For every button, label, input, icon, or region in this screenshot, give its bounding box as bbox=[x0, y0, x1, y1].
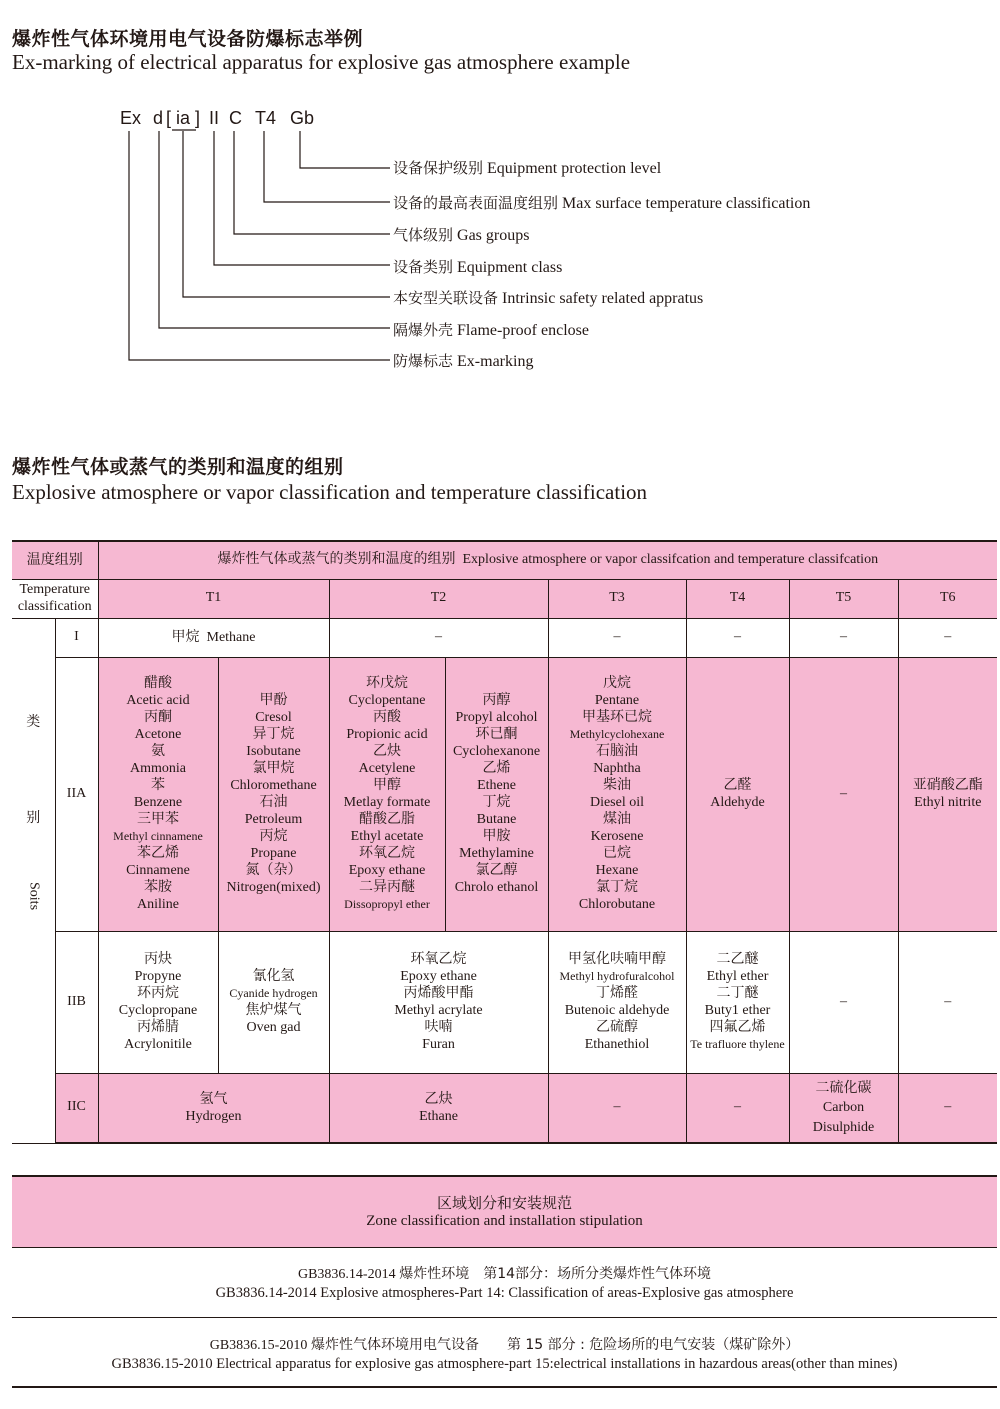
col-t6: T6 bbox=[898, 579, 997, 618]
label-intrinsic-safety bbox=[393, 287, 703, 308]
row-iib-t3 bbox=[548, 931, 686, 1073]
item-cn: 氨 bbox=[151, 743, 165, 759]
item-cn: 丙醇 bbox=[482, 692, 511, 708]
col-t4: T4 bbox=[686, 579, 789, 618]
item-en: Butenoic aldehyde bbox=[564, 1003, 670, 1018]
mark-ia: ia bbox=[176, 108, 191, 128]
item-cn: 焦炉煤气 bbox=[245, 1002, 302, 1018]
row-iia-t2b bbox=[445, 657, 548, 931]
item-en: Propane bbox=[250, 846, 297, 861]
item-en: Epoxy ethane bbox=[400, 969, 477, 984]
item-en: Ethyl acetate bbox=[350, 829, 424, 844]
item-cn: 丙炔 bbox=[144, 951, 172, 967]
item-en: Methylamine bbox=[459, 846, 534, 861]
standard-code: GB3836.14-2014 bbox=[297, 1267, 396, 1282]
item-en: Methylcyclohexane bbox=[569, 727, 665, 741]
label-cn: 隔爆外壳 bbox=[393, 321, 454, 339]
row-iia-t5: – bbox=[789, 657, 898, 931]
zone-title-en: Zone classification and installation stipulation bbox=[366, 1213, 643, 1229]
item-cn: 丙酮 bbox=[144, 709, 172, 725]
item-en: Epoxy ethane bbox=[348, 863, 426, 878]
item-cn: 亚硝酸乙酯 bbox=[912, 777, 983, 793]
row-i-t3: – bbox=[548, 618, 686, 657]
item-cn: 三甲苯 bbox=[137, 811, 179, 827]
item-cn: 异丁烷 bbox=[252, 726, 295, 742]
line-gb bbox=[300, 131, 390, 168]
label-gas-groups bbox=[393, 224, 529, 245]
header-cn: 爆炸性气体或蒸气的类别和温度的组别 bbox=[217, 551, 456, 568]
row-iia-t1a bbox=[98, 657, 218, 931]
item-en: Cinnamene bbox=[126, 863, 190, 878]
temp-en-line1: Temperature bbox=[19, 581, 91, 597]
item-en: Cyclopentane bbox=[348, 693, 426, 708]
item-en: Naphtha bbox=[593, 761, 641, 776]
row-i-label: I bbox=[55, 618, 98, 657]
item-cn: 乙硫醇 bbox=[596, 1019, 638, 1035]
item-en: Aniline bbox=[137, 897, 179, 912]
label-cn: 防爆标志 bbox=[393, 352, 454, 370]
item-en: Methyl cinnamene bbox=[113, 829, 203, 843]
item-cn: 煤油 bbox=[603, 811, 631, 827]
item-cn: 氯丁烷 bbox=[596, 879, 638, 895]
item-en: Propyne bbox=[134, 969, 182, 984]
item-cn: 乙醛 bbox=[723, 777, 752, 793]
standard-2-cn bbox=[12, 1334, 997, 1354]
mark-d: d bbox=[153, 108, 164, 128]
category-cn-1: 类 bbox=[26, 713, 41, 730]
mark-gb: Gb bbox=[290, 108, 315, 128]
row-iic-t6: – bbox=[898, 1073, 997, 1143]
item-cn: 甲基环已烷 bbox=[582, 709, 652, 725]
mark-c: C bbox=[229, 108, 242, 128]
item-cn: 环氧乙烷 bbox=[410, 951, 467, 967]
row-iic-t1 bbox=[98, 1073, 329, 1143]
line-c bbox=[234, 131, 390, 234]
line-d bbox=[159, 131, 390, 328]
item-cn: 甲酚 bbox=[259, 692, 288, 708]
item-cn: 柴油 bbox=[603, 777, 631, 793]
item-en: Cyclohexanone bbox=[452, 744, 541, 759]
item-en: Hydrogen bbox=[185, 1108, 242, 1124]
label-en: Max surface temperature classification bbox=[562, 195, 811, 212]
row-iib-t5: – bbox=[789, 931, 898, 1073]
row-iic-t2 bbox=[329, 1073, 548, 1143]
item-cn: 醋酸 bbox=[144, 675, 172, 691]
item-en: Diesel oil bbox=[589, 795, 645, 810]
item-en: Cyclopropane bbox=[118, 1003, 198, 1018]
item-cn: 二异丙醚 bbox=[359, 879, 415, 895]
label-cn: 设备保护级别 bbox=[393, 159, 484, 177]
row-iib-label: IIB bbox=[55, 931, 98, 1073]
item-en: Pentane bbox=[594, 693, 640, 708]
mark-ii: II bbox=[209, 108, 220, 128]
row-iia-label: IIA bbox=[55, 657, 98, 931]
row-i-t2: – bbox=[329, 618, 548, 657]
item-en: Acetic acid bbox=[126, 693, 190, 708]
row-iib-t2 bbox=[329, 931, 548, 1073]
col-t2: T2 bbox=[329, 579, 548, 618]
item-cn: 甲胺 bbox=[482, 828, 511, 844]
item-en: Ethyl nitrite bbox=[914, 795, 982, 810]
item-en: Methyl acrylate bbox=[394, 1003, 483, 1018]
section2-title-en: Explosive atmosphere or vapor classification and temperature classification bbox=[12, 480, 648, 504]
item-en: Buty1 ether bbox=[704, 1003, 771, 1018]
item-cn: 甲醇 bbox=[373, 777, 401, 793]
item-cn: 甲烷 bbox=[171, 628, 200, 645]
row-i-t1 bbox=[98, 618, 329, 657]
item-en: Propyl alcohol bbox=[455, 710, 538, 725]
item-cn: 二乙醚 bbox=[716, 951, 759, 967]
item-en: Furan bbox=[422, 1037, 455, 1052]
item-cn: 已烷 bbox=[603, 845, 631, 861]
item-en: Chlorobutane bbox=[578, 897, 656, 912]
item-cn: 环已酮 bbox=[475, 726, 518, 742]
temp-group-header-en bbox=[12, 579, 98, 618]
item-en: Propionic acid bbox=[346, 727, 428, 742]
item-cn: 戊烷 bbox=[603, 675, 631, 691]
item-cn: 丙烯腈 bbox=[137, 1019, 179, 1035]
item-cn: 氮（杂） bbox=[245, 862, 302, 878]
item-cn: 氰化氢 bbox=[252, 968, 295, 984]
standard-cn: 爆炸性气体环境用电气设备 第 15 部分 : 危险场所的电气安装（煤矿除外） bbox=[310, 1337, 800, 1353]
category-en: Soits bbox=[26, 882, 42, 911]
label-max-surface-temperature bbox=[393, 192, 810, 213]
item-en: Oven gad bbox=[246, 1020, 301, 1035]
item-en: Benzene bbox=[133, 795, 183, 810]
row-iib-t1b bbox=[218, 931, 329, 1073]
row-iia-t1b bbox=[218, 657, 329, 931]
item-cn: 二丁醚 bbox=[716, 985, 759, 1001]
item-en: Ethyl ether bbox=[706, 969, 769, 984]
row-iic-t5 bbox=[789, 1073, 898, 1143]
label-flame-proof bbox=[393, 319, 589, 340]
zone-title-cn: 区域划分和安装规范 bbox=[436, 1194, 572, 1212]
label-equipment-protection-level bbox=[393, 157, 661, 178]
mark-t4: T4 bbox=[255, 108, 277, 128]
item-cn: 二硫化碳 bbox=[815, 1079, 872, 1096]
bottom-rule bbox=[12, 1386, 997, 1388]
item-cn: 醋酸乙脂 bbox=[359, 811, 415, 827]
item-en: Ethane bbox=[419, 1108, 458, 1124]
label-en: Intrinsic safety related appratus bbox=[502, 290, 704, 307]
label-ex-marking bbox=[393, 350, 533, 371]
standard-cn: 爆炸性环境 第14部分：场所分类爆炸性气体环境 bbox=[399, 1266, 712, 1282]
header-en: Explosive atmosphere or vapor classifcation and temperature classifcation bbox=[462, 552, 879, 568]
item-en: Ethene bbox=[477, 778, 516, 793]
row-iib-t1a bbox=[98, 931, 218, 1073]
item-cn: 环丙烷 bbox=[137, 985, 179, 1001]
row-iia-t4 bbox=[686, 657, 789, 931]
item-en: Acrylonitile bbox=[124, 1037, 192, 1052]
col-t5: T5 bbox=[789, 579, 898, 618]
item-cn: 苯 bbox=[151, 777, 165, 793]
item-en: Butane bbox=[476, 812, 517, 827]
label-cn: 本安型关联设备 bbox=[393, 289, 499, 307]
marking-connector-lines bbox=[0, 0, 400, 380]
item-en: Te trafluore thylene bbox=[690, 1037, 785, 1051]
mark-bracket-left: [ bbox=[166, 108, 172, 128]
item-en: Cyanide hydrogen bbox=[229, 986, 318, 1000]
item-en: Ethanethiol bbox=[584, 1037, 650, 1052]
item-cn: 氯乙醇 bbox=[475, 862, 518, 878]
item-en: Methyl hydrofuralcohol bbox=[559, 969, 675, 983]
row-i-t4: – bbox=[686, 618, 789, 657]
item-cn: 丙烷 bbox=[259, 828, 288, 844]
line-ex bbox=[129, 131, 390, 360]
item-en: Dissopropyl ether bbox=[344, 897, 430, 911]
temp-group-header-cn: 温度组别 bbox=[12, 541, 98, 579]
item-cn: 丁烯醛 bbox=[596, 985, 638, 1001]
item-en: Metlay formate bbox=[343, 795, 431, 810]
standard-code: GB3836.15-2010 bbox=[209, 1338, 308, 1353]
item-cn: 丙烯酸甲酯 bbox=[403, 985, 474, 1001]
item-en: Nitrogen(mixed) bbox=[226, 880, 321, 895]
row-iia-t6 bbox=[898, 657, 997, 931]
row-iic-label: IIC bbox=[55, 1073, 98, 1143]
temp-en-line2: classification bbox=[17, 598, 92, 614]
line-ii bbox=[214, 131, 390, 265]
label-en: Equipment class bbox=[457, 259, 563, 276]
item-en: Isobutane bbox=[246, 744, 301, 759]
category-label bbox=[12, 618, 55, 1143]
label-en: Ex-marking bbox=[457, 353, 534, 370]
section1-title-en: Ex-marking of electrical apparatus for explosive gas atmosphere example bbox=[12, 50, 631, 74]
item-en: Hexane bbox=[595, 863, 639, 878]
item-cn: 乙炔 bbox=[424, 1090, 453, 1107]
row-iic-t4: – bbox=[686, 1073, 789, 1143]
section2-title-cn: 爆炸性气体或蒸气的类别和温度的组别 bbox=[12, 456, 344, 478]
mark-bracket-right: ] bbox=[195, 108, 201, 128]
category-cn-2: 别 bbox=[26, 810, 41, 827]
item-cn: 四氟乙烯 bbox=[709, 1019, 766, 1035]
classification-table bbox=[12, 540, 997, 1144]
standard-2-en: GB3836.15-2010 Electrical apparatus for explosive gas atmosphere-part 15:electrical installations in hazardous areas(other than mines) bbox=[111, 1356, 898, 1372]
item-en: Acetylene bbox=[358, 761, 416, 776]
row-i-t5: – bbox=[789, 618, 898, 657]
item-cn: 环戊烷 bbox=[366, 675, 408, 691]
item-en: Carbon bbox=[822, 1099, 865, 1115]
row-iic-t3: – bbox=[548, 1073, 686, 1143]
item-cn: 甲氢化呋喃甲醇 bbox=[568, 951, 666, 967]
col-t3: T3 bbox=[548, 579, 686, 618]
standard-1-cn bbox=[12, 1263, 997, 1283]
label-en: Gas groups bbox=[457, 227, 530, 244]
label-equipment-class bbox=[393, 256, 562, 277]
item-cn: 呋喃 bbox=[424, 1019, 453, 1035]
item-cn: 乙炔 bbox=[373, 743, 401, 759]
row-iia-t2a bbox=[329, 657, 445, 931]
item-cn: 氯甲烷 bbox=[252, 760, 295, 776]
label-en: Flame-proof enclose bbox=[457, 322, 589, 339]
row-iia-t3 bbox=[548, 657, 686, 931]
mark-ex: Ex bbox=[120, 108, 142, 128]
row-iib-t4 bbox=[686, 931, 789, 1073]
label-cn: 设备类别 bbox=[393, 258, 454, 276]
line-t4 bbox=[264, 131, 390, 202]
item-en: Kerosene bbox=[590, 829, 644, 844]
item-en: Petroleum bbox=[244, 812, 303, 827]
row-i-t6: – bbox=[898, 618, 997, 657]
item-cn: 丁烷 bbox=[482, 794, 511, 810]
item-en: Disulphide bbox=[812, 1119, 875, 1135]
label-cn: 设备的最高表面温度组别 bbox=[393, 194, 559, 212]
item-cn: 苯乙烯 bbox=[137, 845, 179, 861]
item-cn: 石脑油 bbox=[596, 743, 638, 759]
item-cn: 苯胺 bbox=[144, 879, 172, 895]
section1-title-cn: 爆炸性气体环境用电气设备防爆标志举例 bbox=[12, 28, 364, 50]
col-t1: T1 bbox=[98, 579, 329, 618]
item-en: Acetone bbox=[134, 727, 182, 742]
item-cn: 环氧乙烷 bbox=[359, 845, 415, 861]
item-en: Chrolo ethanol bbox=[454, 880, 539, 895]
item-en: Methane bbox=[206, 629, 256, 645]
item-en: Ammonia bbox=[130, 761, 186, 776]
zone-section-header bbox=[12, 1175, 997, 1248]
item-cn: 石油 bbox=[259, 794, 288, 810]
item-cn: 乙烯 bbox=[482, 760, 511, 776]
label-en: Equipment protection level bbox=[487, 160, 662, 177]
item-en: Cresol bbox=[255, 710, 292, 725]
row-iib-t6: – bbox=[898, 931, 997, 1073]
item-en: Chloromethane bbox=[230, 778, 317, 793]
label-cn: 气体级别 bbox=[393, 226, 454, 244]
standard-1-en: GB3836.14-2014 Explosive atmospheres-Part 14: Classification of areas-Explosive gas atmosphere bbox=[215, 1285, 794, 1301]
item-cn: 丙酸 bbox=[373, 709, 401, 725]
table-main-header bbox=[98, 541, 997, 579]
standards-divider bbox=[12, 1317, 997, 1318]
item-cn: 氢气 bbox=[199, 1090, 228, 1107]
item-en: Aldehyde bbox=[710, 795, 765, 810]
